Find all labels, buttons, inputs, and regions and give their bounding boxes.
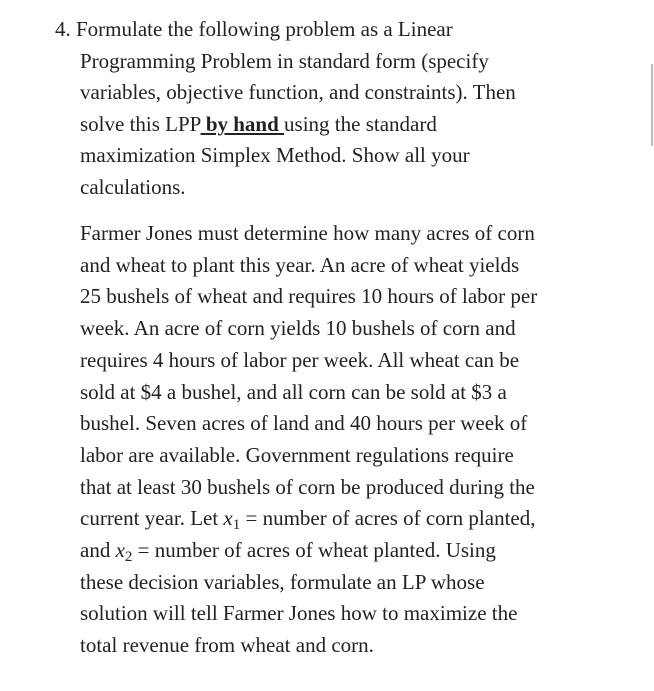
problem-line-3: variables, objective function, and constraints). Then <box>80 80 516 105</box>
problem-line-5: maximization Simplex Method. Show all your <box>80 143 470 168</box>
scenario-line-13: solution will tell Farmer Jones how to maximize the <box>80 601 518 626</box>
scenario-line-10 <box>0 503 537 535</box>
underlined-emphasis <box>201 112 284 136</box>
scenario-line-1: Farmer Jones must determine how many acres of corn <box>80 221 535 245</box>
scenario-line-12: these decision variables, formulate an LP whose <box>80 569 485 594</box>
scenario-line-3: 25 bushels of wheat and requires 10 hours of labor per <box>80 284 538 309</box>
problem-line-6: calculations. <box>80 174 186 199</box>
scenario-line-9: that at least 30 bushels of corn be produced during the <box>80 474 535 499</box>
scenario-line-10-start: current year. Let <box>80 506 224 531</box>
scenario-line-14: total revenue from wheat and corn. <box>80 633 374 658</box>
scenario-line-11-start: and <box>80 538 116 563</box>
problem-line-2: Programming Problem in standard form (specify <box>80 48 489 73</box>
problem-line-4-end: using the standard <box>284 111 437 136</box>
scenario-line-6: sold at $4 a bushel, and all corn can be sold at $3 a <box>80 379 507 404</box>
scenario-line-7: bushel. Seven acres of land and 40 hours per week of <box>80 411 528 436</box>
page-edge-rule <box>651 64 653 146</box>
problem-line-4 <box>0 109 516 141</box>
variable-x1 <box>223 506 241 534</box>
scenario-line-2: and wheat to plant this year. An acre of wheat yields <box>80 252 520 277</box>
variable-x2-subscript: 2 <box>124 549 133 566</box>
scenario-line-10-end: = number of acres of corn planted, <box>240 506 536 531</box>
scenario-line-11-end: = number of acres of wheat planted. Using <box>132 538 496 563</box>
problem-line-4-start: solve this LPP <box>80 111 201 136</box>
variable-x2 <box>115 538 133 566</box>
variable-x1-subscript: 1 <box>232 517 241 534</box>
problem-statement <box>0 14 516 204</box>
variable-x1-symbol: x <box>223 506 233 531</box>
scenario-line-4: week. An acre of corn yields 10 bushels of corn and <box>80 316 516 341</box>
scenario-paragraph <box>0 218 537 662</box>
scenario-line-8: labor are available. Government regulations require <box>80 442 514 467</box>
scenario-line-5: requires 4 hours of labor per week. All wheat can be <box>80 347 520 372</box>
by-hand-emphasis: by hand <box>205 111 279 136</box>
scenario-line-11 <box>0 535 537 567</box>
problem-line-1: 4. Formulate the following problem as a Linear <box>55 17 453 41</box>
variable-x2-symbol: x <box>115 538 125 563</box>
